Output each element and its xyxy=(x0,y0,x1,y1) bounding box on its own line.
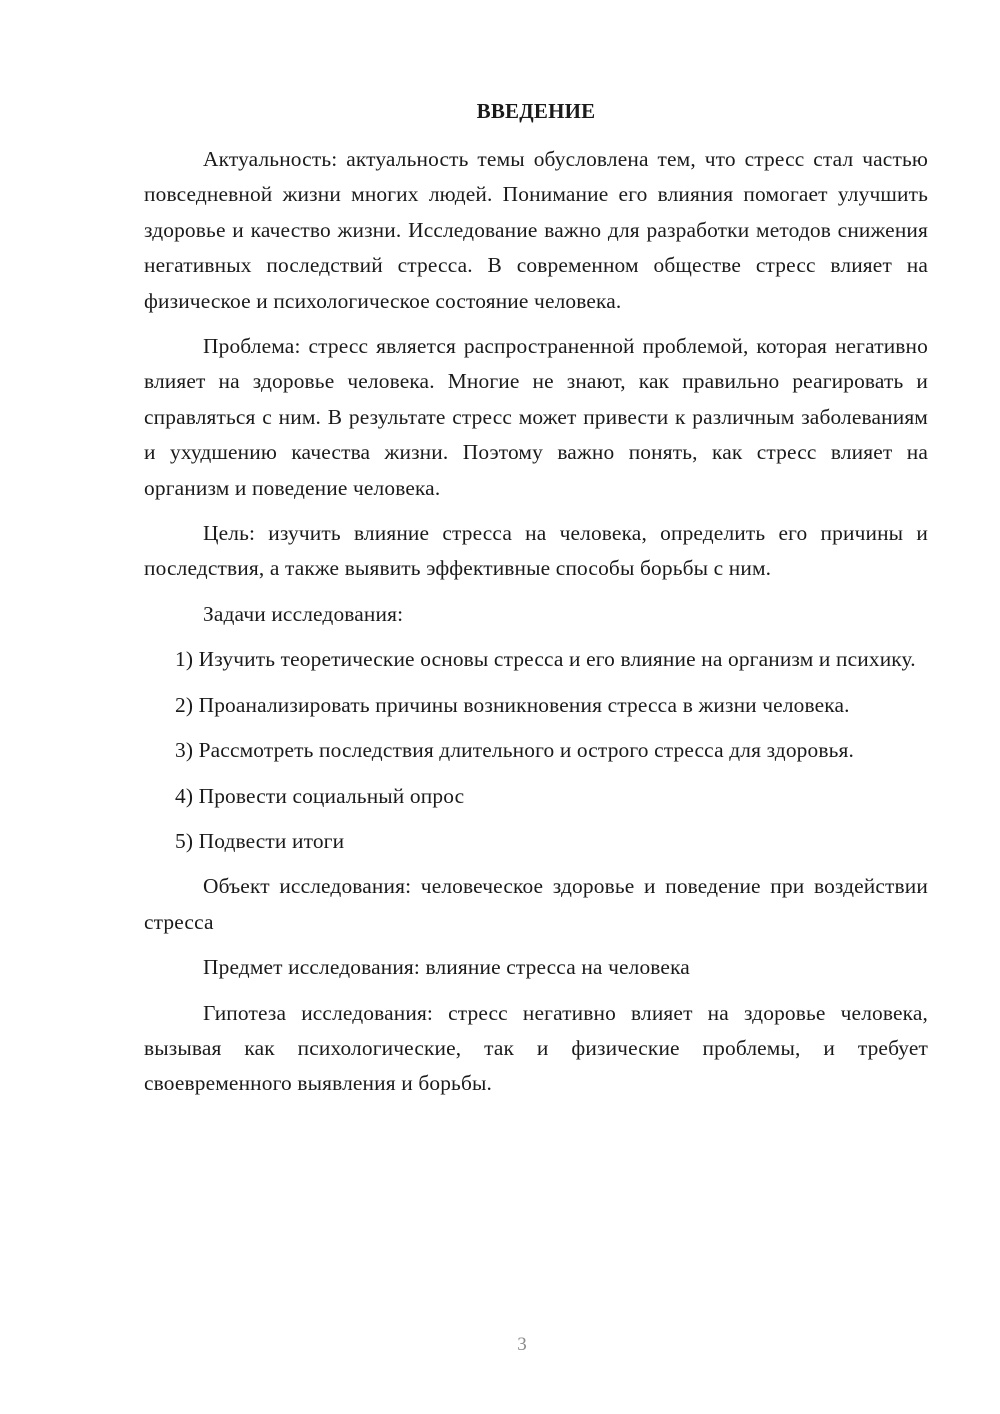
task-item-4: 4) Провести социальный опрос xyxy=(175,783,465,808)
problem-paragraph: Проблема: стресс является распространенной проблемой, которая негативно влияет на здоровье человека. Многие не знают, как правильно реагировать и справляться с ним. В результате стресс может привести к различным заболеваниям и ухудшению качества жизни. Поэтому важно понять, как стресс влияет на организм и поведение человека. xyxy=(144,334,928,500)
hypothesis-paragraph: Гипотеза исследования: стресс негативно влияет на здоровье человека, вызывая как психологические, так и физические проблемы, и требует своевременного выявления и борьбы. xyxy=(144,1000,928,1096)
relevance-paragraph: Актуальность: актуальность темы обусловлена тем, что стресс стал частью повседневной жизни многих людей. Понимание его влияния помогает улучшить здоровье и качество жизни. Исследование важно для разработки методов снижения негативных последствий стресса. В современном обществе стресс влияет на физическое и психологическое состояние человека. xyxy=(144,147,928,313)
goal-paragraph: Цель: изучить влияние стресса на человека, определить его причины и последствия, а также выявить эффективные способы борьбы с ним. xyxy=(144,521,928,581)
document-page xyxy=(144,0,928,1414)
page-title: ВВЕДЕНИЕ xyxy=(476,99,596,123)
page-number: 3 xyxy=(517,1334,527,1355)
object-paragraph: Объект исследования: человеческое здоровье и поведение при воздействии стресса xyxy=(144,874,928,934)
task-item-5: 5) Подвести итоги xyxy=(175,828,345,853)
document-body xyxy=(144,142,928,1102)
task-item-3: 3) Рассмотреть последствия длительного и острого стресса для здоровья. xyxy=(175,738,854,763)
task-item-2: 2) Проанализировать причины возникновения стресса в жизни человека. xyxy=(175,692,850,717)
tasks-heading: Задачи исследования: xyxy=(203,601,404,626)
subject-paragraph: Предмет исследования: влияние стресса на человека xyxy=(203,955,690,980)
task-item-1: 1) Изучить теоретические основы стресса и его влияние на организм и психику. xyxy=(175,647,916,672)
